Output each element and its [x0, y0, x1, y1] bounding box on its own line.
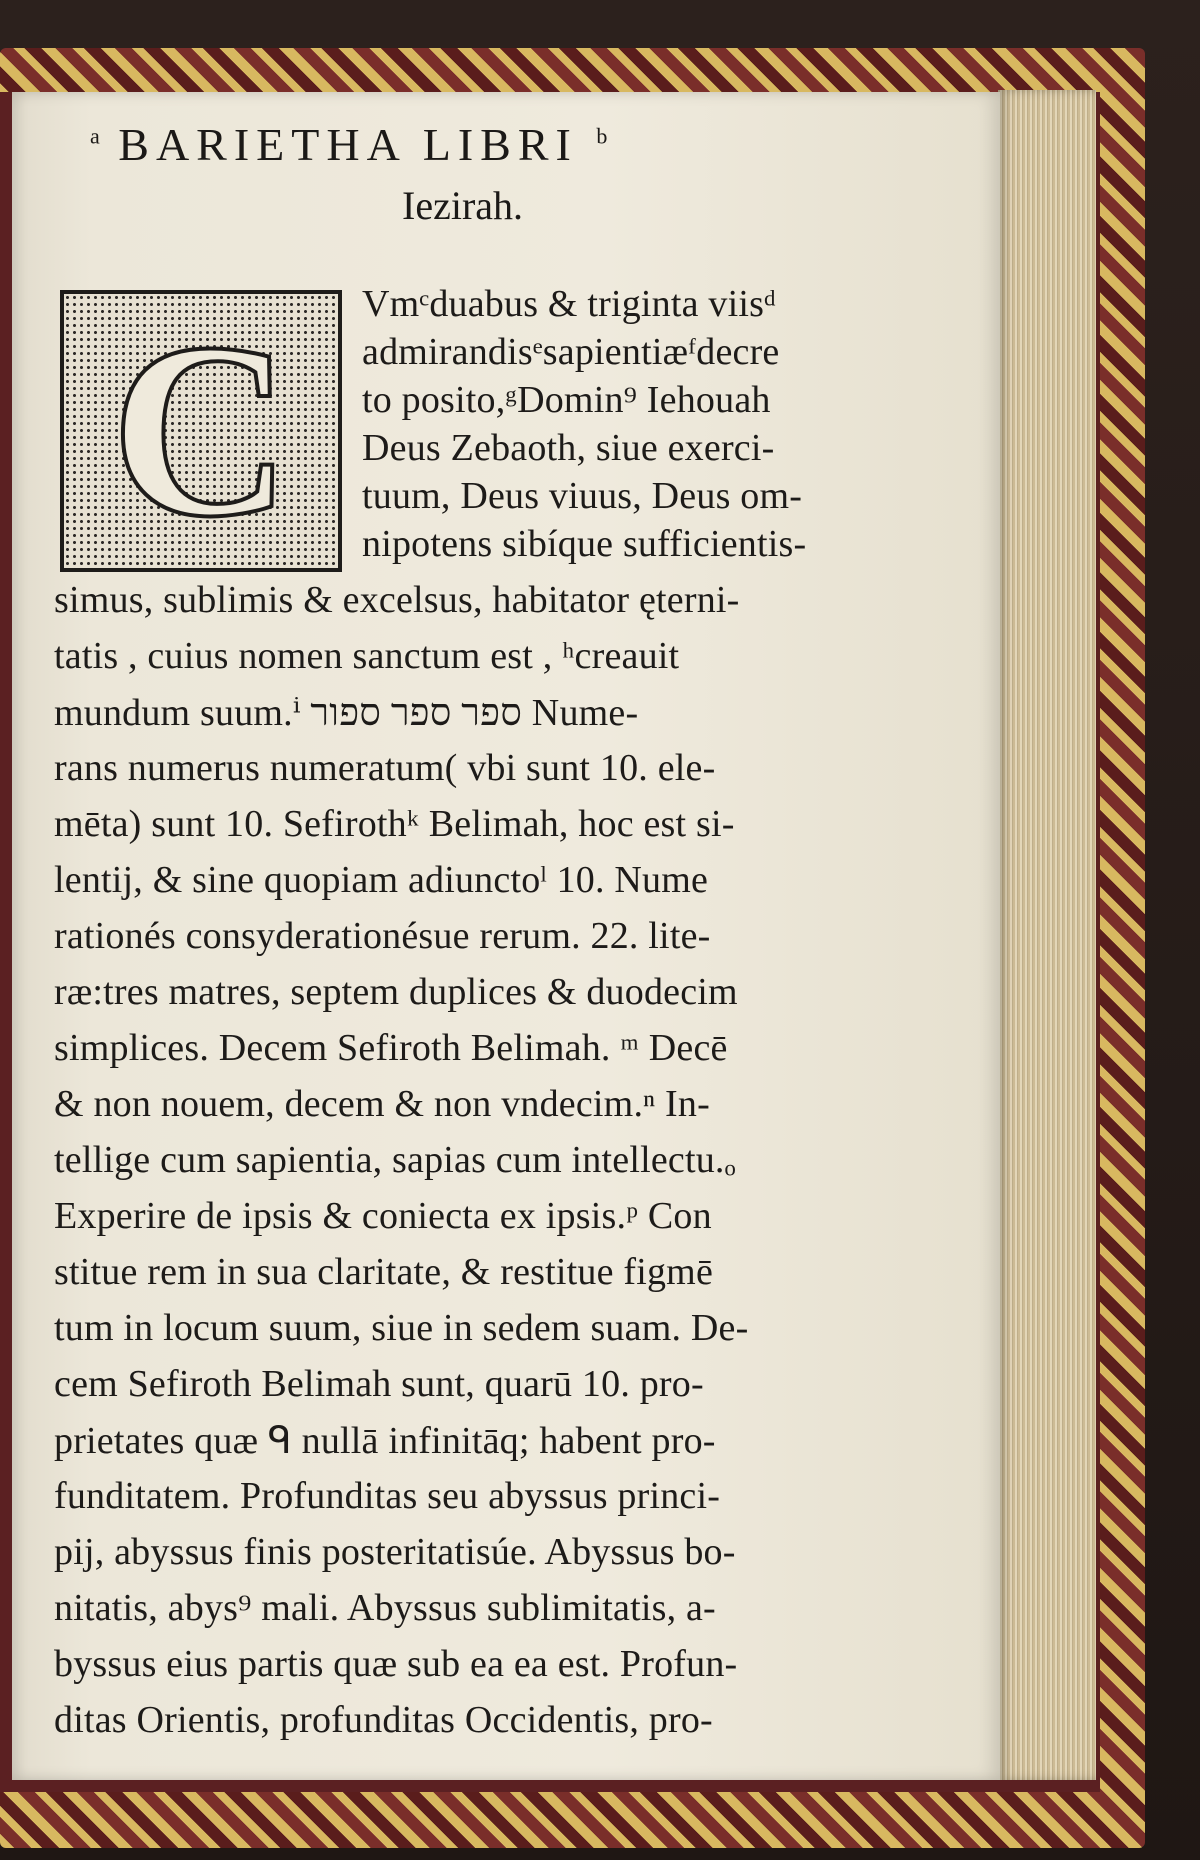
header-subtitle: Iezirah.	[402, 183, 524, 228]
running-header	[90, 118, 890, 171]
text-line: prietates quæ ᑫ nullā infinitāq; habent pro-	[54, 1420, 716, 1462]
text-line: nitatis, abys⁹ mali. Abyssus sublimitatis, a-	[54, 1587, 716, 1629]
text-line: simplices. Decem Sefiroth Belimah. ᵐ Decē	[54, 1027, 728, 1069]
text-line: admirandisᵉsapientiæᶠdecre	[362, 331, 780, 373]
text-line: tellige cum sapientia, sapias cum intellectu.ₒ	[54, 1139, 736, 1181]
text-line: lentij, & sine quopiam adiunctoˡ 10. Nume	[54, 859, 709, 901]
initial-letter: C	[110, 292, 292, 569]
text-line: Vmᶜduabus & triginta viisᵈ	[362, 283, 777, 325]
text-line: funditatem. Profunditas seu abyssus princi-	[54, 1475, 721, 1517]
text-line: nipotens sibíque sufficientis-	[362, 523, 807, 565]
text-line: Deus Zebaoth, siue exerci-	[362, 427, 775, 469]
signature-mark-right: b	[596, 123, 608, 149]
page-edges	[998, 90, 1096, 1780]
text-line: rans numerus numeratum( vbi sunt 10. ele-	[54, 747, 716, 789]
text-line: tatis , cuius nomen sanctum est , ʰcreauit	[54, 635, 680, 677]
text-line: to posito,ᵍDomin⁹ Iehouah	[362, 379, 771, 421]
text-line: mēta) sunt 10. Sefirothᵏ Belimah, hoc est si-	[54, 803, 735, 845]
text-line: ræ:tres matres, septem duplices & duodecim	[54, 971, 738, 1013]
text-line: stitue rem in sua claritate, & restitue figmē	[54, 1251, 714, 1293]
text-line: mundum suum.ⁱ ספר ספר ספור Nume-	[54, 692, 639, 734]
text-line: Experire de ipsis & coniecta ex ipsis.ᵖ Con	[54, 1195, 712, 1237]
text-line: tuum, Deus viuus, Deus om-	[362, 475, 803, 517]
signature-mark-left: a	[90, 123, 100, 149]
text-line: simus, sublimis & excelsus, habitator ęterni-	[54, 579, 740, 621]
text-line: byssus eius partis quæ sub ea ea est. Profun-	[54, 1643, 738, 1685]
text-line: pij, abyssus finis posteritatisúe. Abyssus bo-	[54, 1531, 736, 1573]
header-title: BARIETHA LIBRI	[118, 119, 578, 170]
text-line: cem Sefiroth Belimah sunt, quarū 10. pro-	[54, 1363, 704, 1405]
woodcut-initial	[60, 290, 342, 572]
text-line: & non nouem, decem & non vndecim.ⁿ In-	[54, 1083, 710, 1125]
text-line: rationés consyderationésue rerum. 22. lite-	[54, 915, 711, 957]
text-line: ditas Orientis, profunditas Occidentis, pro-	[54, 1699, 713, 1741]
text-line: tum in locum suum, siue in sedem suam. De-	[54, 1307, 749, 1349]
